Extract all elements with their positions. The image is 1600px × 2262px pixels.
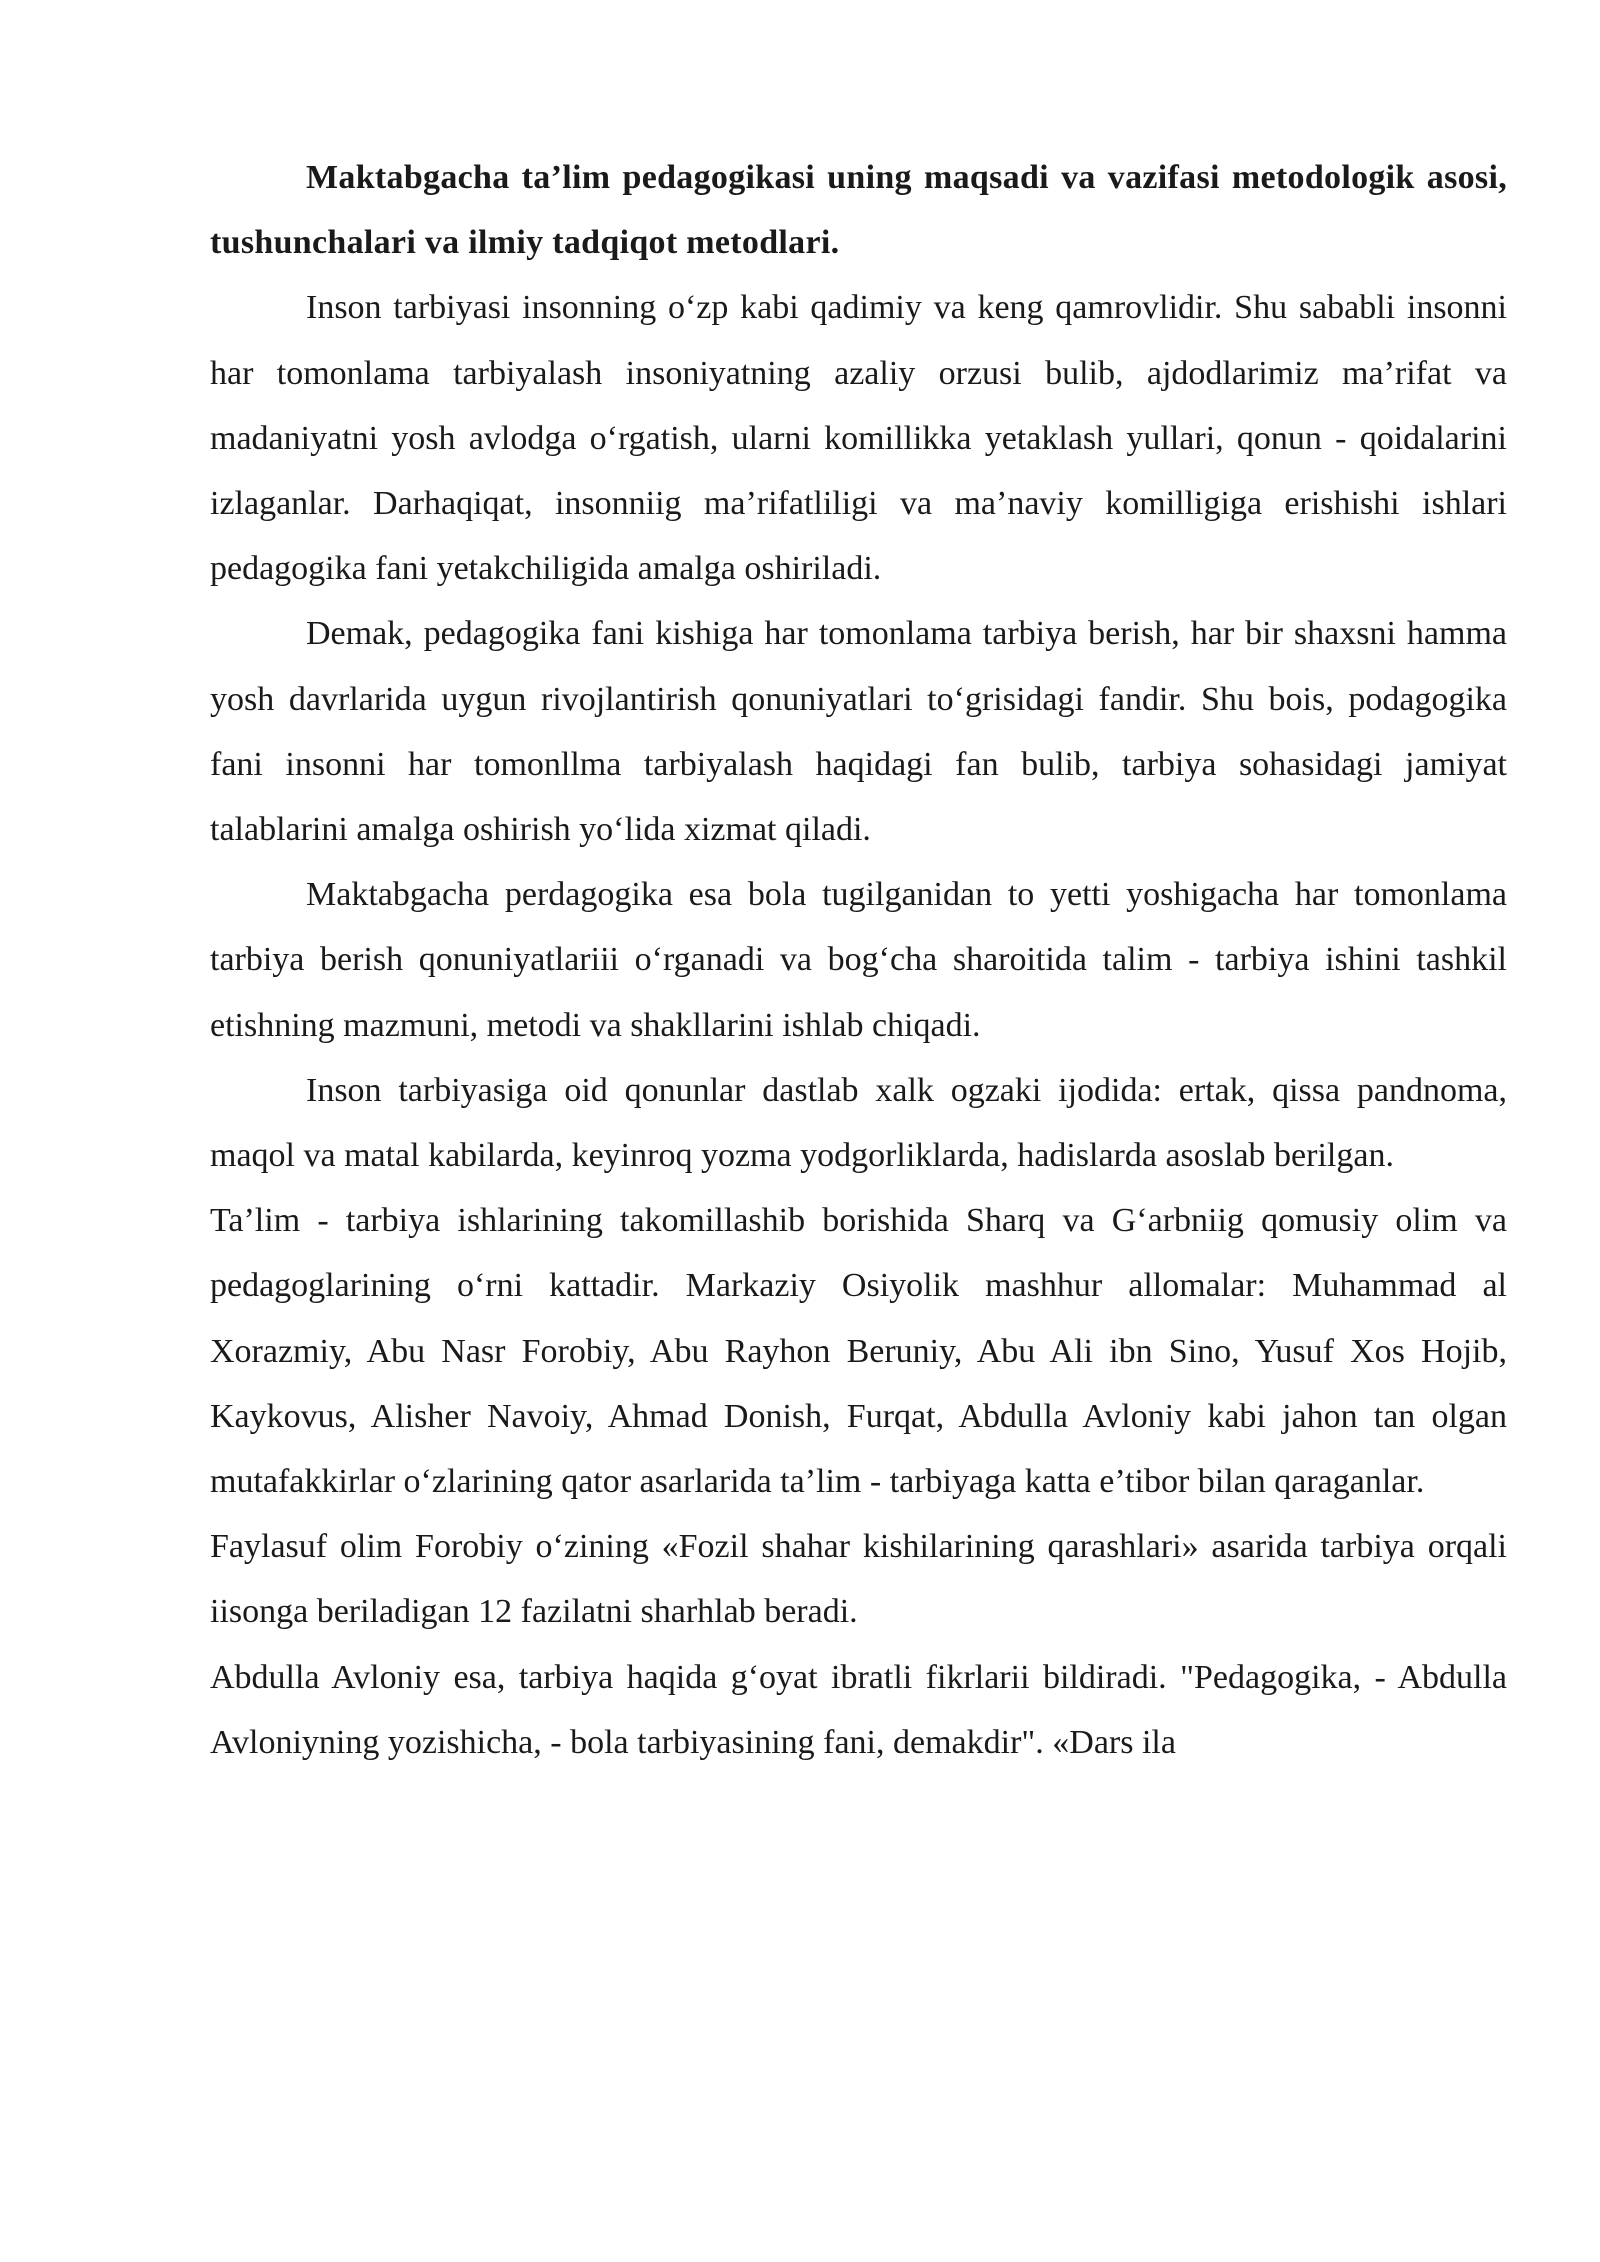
paragraph-7: Abdulla Avloniy esa, tarbiya haqida g‘oyat ibratli fikrlarii bildiradi. "Pedagogika, - Abdulla Avloniyning yozishicha, - bola tarbiyasining fani, demakdir". «Dars ila (210, 1658, 1507, 1761)
paragraph-2: Demak, pedagogika fani kishiga har tomonlama tarbiya berish, har bir shaxsni hamma yosh davrlarida uygun rivojlantirish qonuniyatlari to‘grisidagi fandir. Shu bois, podagogika fani insonni har tomonllma tarbiyalash haqidagi fan bulib, tarbiya sohasidagi jamiyat talablarini amalga oshirish yo‘lida xizmat qiladi. (210, 615, 1507, 849)
document-title: Maktabgacha ta’lim pedagogikasi uning maqsadi va vazifasi metodologik asosi, tushunchalari va ilmiy tadqiqot metodlari. (210, 159, 1507, 262)
paragraph-5: Ta’lim - tarbiya ishlarining takomillashib borishida Sharq va G‘arbniig qomusiy olim va pedagoglarining o‘rni kattadir. Markaziy Osiyolik mashhur allomalar: Muhammad al Xorazmiy, Abu Nasr Forobiy, Abu Rayhon Beruniy, Abu Ali ibn Sino, Yusuf Xos Hojib, Kaykovus, Alisher Navoiy, Ahmad Donish, Furqat, Abdulla Avloniy kabi jahon tan olgan mutafakkirlar o‘zlarining qator asarlarida ta’lim - tarbiyaga katta e’tibor bilan qaraganlar. (210, 1202, 1507, 1501)
document-page (210, 145, 1507, 1775)
paragraph-3: Maktabgacha perdagogika esa bola tugilganidan to yetti yoshigacha har tomonlama tarbiya berish qonuniyatlariii o‘rganadi va bog‘cha sharoitida talim - tarbiya ishini tashkil etishning mazmuni, metodi va shakllarini ishlab chiqadi. (210, 876, 1507, 1044)
paragraph-1: Inson tarbiyasi insonning o‘zp kabi qadimiy va keng qamrovlidir. Shu sababli insonni har tomonlama tarbiyalash insoniyatning azaliy orzusi bulib, ajdodlarimiz ma’rifat va madaniyatni yosh avlodga o‘rgatish, ularni komillikka yetaklash yullari, qonun - qoidalarini izlaganlar. Darhaqiqat, insonniig ma’rifatliligi va ma’naviy komilligiga erishishi ishlari pedagogika fani yetakchiligida amalga oshiriladi. (210, 289, 1507, 588)
paragraph-6: Faylasuf olim Forobiy o‘zining «Fozil shahar kishilarining qarashlari» asarida tarbiya orqali iisonga beriladigan 12 fazilatni sharhlab beradi. (210, 1528, 1507, 1631)
paragraph-4: Inson tarbiyasiga oid qonunlar dastlab xalk ogzaki ijodida: ertak, qissa pandnoma, maqol va matal kabilarda, keyinroq yozma yodgorliklarda, hadislarda asoslab berilgan. (210, 1071, 1507, 1175)
